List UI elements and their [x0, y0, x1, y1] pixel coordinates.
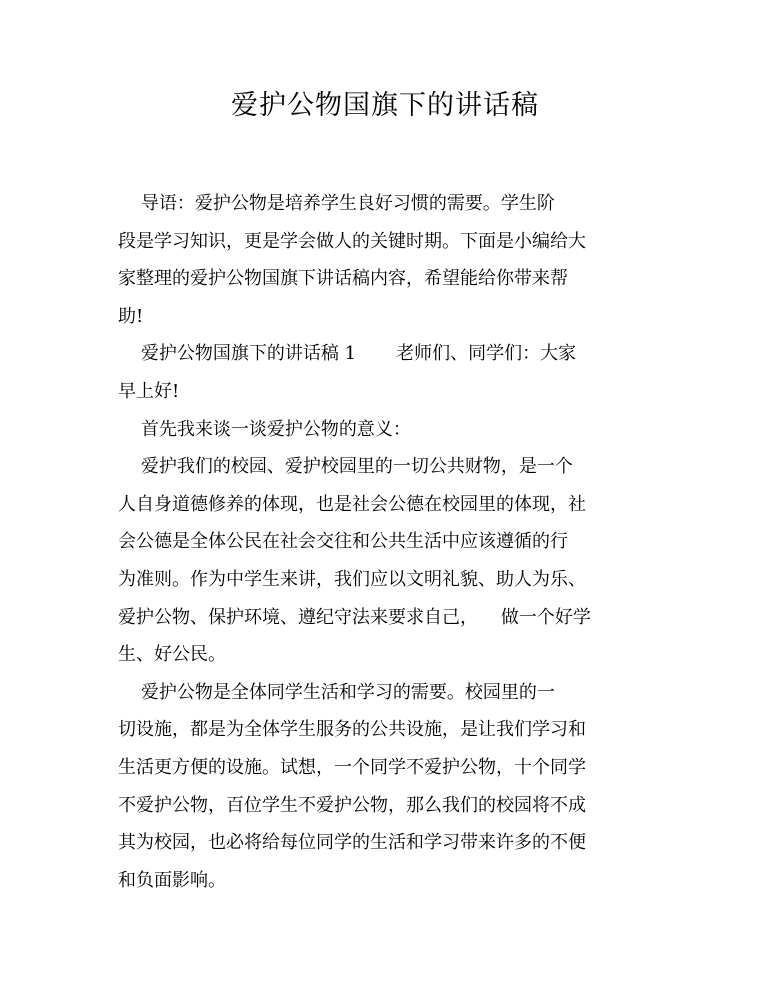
text-line: 段是学习知识，更是学会做人的关键时期。下面是小编给大 — [118, 230, 586, 252]
text-line: 人自身道德修养的体现，也是社会公德在校园里的体现，社 — [118, 493, 586, 515]
text-line: 生活更方便的设施。试想，一个同学不爱护公物，十个同学 — [118, 756, 586, 778]
text-line: 首先我来谈一谈爱护公物的意义： — [118, 418, 411, 440]
text-line: 早上好! — [118, 380, 180, 402]
text-line: 爱护公物、保护环境、遵纪守法来要求自己， 做一个好学 — [118, 606, 591, 628]
text-line: 家整理的爱护公物国旗下讲话稿内容，希望能给你带来帮 — [118, 268, 568, 290]
document-body — [118, 185, 658, 899]
text-line: 爱护公物国旗下的讲话稿 1 老师们、同学们：大家 — [118, 343, 577, 365]
text-line: 会公德是全体公民在社会交往和公共生活中应该遵循的行 — [118, 531, 568, 553]
text-line: 生、好公民。 — [118, 644, 226, 666]
text-line: 爱护公物是全体同学生活和学习的需要。校园里的一 — [118, 681, 555, 703]
text-line: 和负面影响。 — [118, 869, 226, 891]
text-line: 助! — [118, 305, 144, 327]
text-line: 为准则。作为中学生来讲，我们应以文明礼貌、助人为乐、 — [118, 568, 586, 590]
text-line: 其为校园，也必将给每位同学的生活和学习带来许多的不便 — [118, 832, 586, 854]
text-line: 爱护我们的校园、爱护校园里的一切公共财物，是一个 — [118, 456, 573, 478]
text-line: 切设施，都是为全体学生服务的公共设施，是让我们学习和 — [118, 719, 586, 741]
document-title: 爱护公物国旗下的讲话稿 — [231, 90, 539, 121]
text-line: 不爱护公物，百位学生不爱护公物，那么我们的校园将不成 — [118, 794, 586, 816]
text-line: 导语：爱护公物是培养学生良好习惯的需要。学生阶 — [118, 193, 555, 214]
